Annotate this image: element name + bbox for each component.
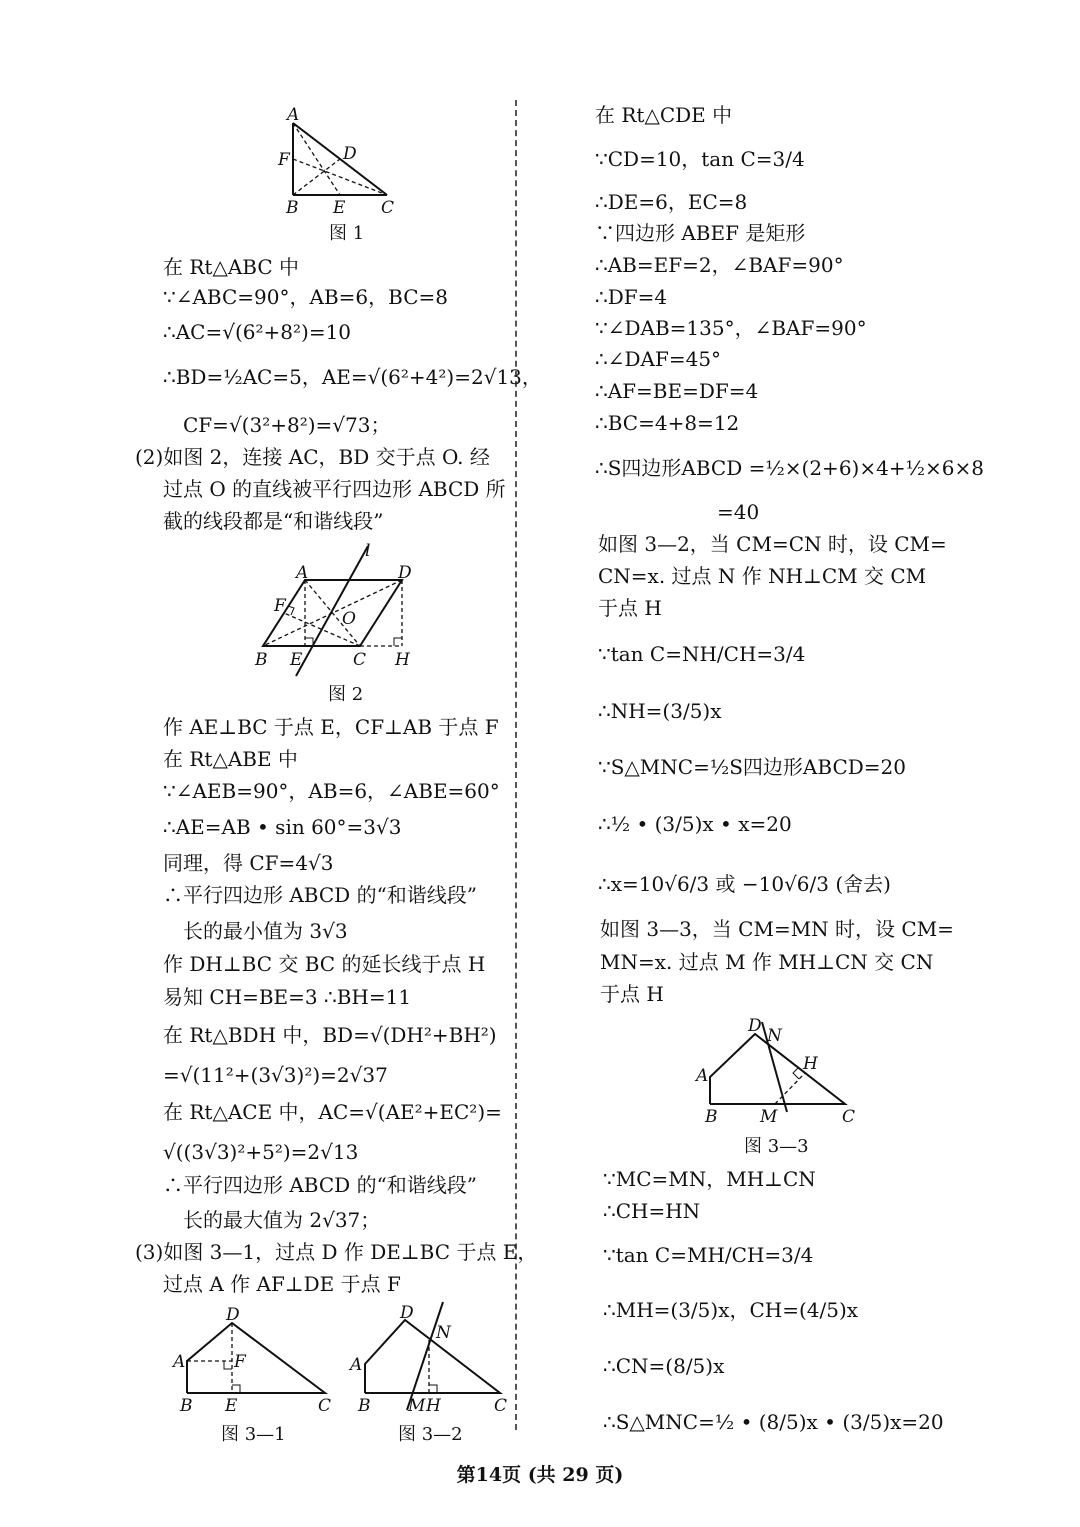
right-line-26: ∵tan C=MH/CH=3/4 <box>603 1243 814 1267</box>
fig31-label-A: A <box>173 1352 186 1372</box>
right-line-11: ∴S四边形ABCD =½×(2+6)×4+½×6×8 <box>595 456 984 480</box>
right-line-19: ∴½ • (3/5)x • x=20 <box>598 812 792 836</box>
left-line-20: 在 Rt△ACE 中，AC=√(AE²+EC²)= <box>163 1100 502 1124</box>
right-line-21: 如图 3—3，当 CM=MN 时，设 CM= <box>600 917 954 941</box>
fig33-label-A: A <box>696 1066 709 1086</box>
figure-2-caption: 图 2 <box>328 684 364 705</box>
fig31-label-B: B <box>180 1396 193 1416</box>
fig32-label-C: C <box>494 1396 508 1416</box>
left-line-22: ∴平行四边形 ABCD 的“和谐线段” <box>163 1173 478 1197</box>
right-line-2: ∵CD=10，tan C=3/4 <box>595 147 805 171</box>
fig2-label-O: O <box>342 609 356 629</box>
left-line-4: ∴BD=½AC=5，AE=√(6²+4²)=2√13， <box>163 365 542 389</box>
fig2-label-D: D <box>398 563 412 583</box>
fig1-label-C: C <box>381 198 395 218</box>
fig31-label-C: C <box>318 1396 332 1416</box>
left-line-19: =√(11²+(3√3)²)=2√37 <box>163 1063 388 1087</box>
figure-3-1-diagram <box>170 1303 345 1418</box>
right-line-18: ∵S△MNC=½S四边形ABCD=20 <box>598 755 906 779</box>
figure-3-3-diagram <box>690 1012 865 1127</box>
left-line-12: ∴AE=AB • sin 60°=3√3 <box>163 815 402 839</box>
fig2-label-E: E <box>290 650 303 670</box>
left-line-21: √((3√3)²+5²)=2√13 <box>163 1140 359 1164</box>
right-line-24: ∵MC=MN，MH⊥CN <box>603 1167 816 1191</box>
left-line-16: 作 DH⊥BC 交 BC 的延长线于点 H <box>163 952 486 976</box>
right-line-29: ∴S△MNC=½ • (8/5)x • (3/5)x=20 <box>603 1410 944 1434</box>
fig32-label-A: A <box>350 1355 363 1375</box>
page-footer: 第14页 (共 29 页) <box>456 1464 624 1486</box>
right-line-12: =40 <box>717 500 760 524</box>
right-line-8: ∴∠DAF=45° <box>595 347 722 371</box>
fig2-label-C: C <box>353 650 367 670</box>
right-line-10: ∴BC=4+8=12 <box>595 411 740 435</box>
left-line-2: ∵∠ABC=90°，AB=6，BC=8 <box>163 285 448 309</box>
left-line-14: ∴平行四边形 ABCD 的“和谐线段” <box>163 883 478 907</box>
fig2-label-B: B <box>255 650 268 670</box>
figure-3-2-caption: 图 3—2 <box>398 1424 463 1445</box>
fig33-label-N: N <box>767 1026 782 1046</box>
left-line-10: 在 Rt△ABE 中 <box>163 747 298 771</box>
fig1-label-B: B <box>286 198 299 218</box>
figure-3-2-diagram <box>350 1298 525 1416</box>
left-line-6: (2)如图 2，连接 AC，BD 交于点 O. 经 <box>135 445 490 469</box>
right-line-1: 在 Rt△CDE 中 <box>595 103 733 127</box>
figure-2-diagram <box>250 538 420 673</box>
right-line-16: ∵tan C=NH/CH=3/4 <box>598 642 806 666</box>
fig2-label-H: H <box>395 650 410 670</box>
right-line-14: CN=x. 过点 N 作 NH⊥CM 交 CM <box>598 564 927 588</box>
fig2-label-l: l <box>365 541 371 561</box>
fig1-label-A: A <box>287 105 300 125</box>
figure-1-diagram <box>270 105 410 220</box>
fig2-label-F: F <box>274 596 286 616</box>
fig32-label-D: D <box>400 1303 414 1323</box>
left-line-15: 长的最小值为 3√3 <box>183 919 348 943</box>
left-line-1: 在 Rt△ABC 中 <box>163 255 300 279</box>
right-line-13: 如图 3—2，当 CM=CN 时，设 CM= <box>598 532 947 556</box>
left-line-7: 过点 O 的直线被平行四边形 ABCD 所 <box>163 477 506 501</box>
fig32-label-B: B <box>358 1396 371 1416</box>
right-line-4: ∵四边形 ABEF 是矩形 <box>595 221 806 245</box>
right-line-7: ∵∠DAB=135°，∠BAF=90° <box>595 316 867 340</box>
right-line-15: 于点 H <box>598 596 662 620</box>
right-line-20: ∴x=10√6/3 或 −10√6/3 (舍去) <box>598 872 891 896</box>
fig33-label-C: C <box>842 1107 856 1127</box>
figure-3-3-caption: 图 3—3 <box>744 1136 809 1157</box>
left-line-8: 截的线段都是“和谐线段” <box>163 509 384 533</box>
figure-1-caption: 图 1 <box>329 223 365 244</box>
fig32-label-N: N <box>436 1323 451 1343</box>
fig1-label-F: F <box>278 150 290 170</box>
left-line-18: 在 Rt△BDH 中，BD=√(DH²+BH²) <box>163 1023 497 1047</box>
fig33-label-D: D <box>748 1016 762 1036</box>
left-line-11: ∵∠AEB=90°，AB=6，∠ABE=60° <box>163 779 500 803</box>
right-line-9: ∴AF=BE=DF=4 <box>595 379 759 403</box>
left-line-9: 作 AE⊥BC 于点 E，CF⊥AB 于点 F <box>163 715 499 739</box>
fig32-label-H: H <box>426 1396 441 1416</box>
right-line-22: MN=x. 过点 M 作 MH⊥CN 交 CN <box>600 950 934 974</box>
left-line-3: ∴AC=√(6²+8²)=10 <box>163 320 352 344</box>
left-line-25: 过点 A 作 AF⊥DE 于点 F <box>163 1272 401 1296</box>
fig33-label-H: H <box>803 1054 818 1074</box>
left-line-5: CF=√(3²+8²)=√73； <box>183 413 391 437</box>
right-line-27: ∴MH=(3/5)x，CH=(4/5)x <box>603 1298 859 1322</box>
right-line-23: 于点 H <box>600 982 664 1006</box>
right-line-6: ∴DF=4 <box>595 285 668 309</box>
figure-3-1-caption: 图 3—1 <box>221 1424 286 1445</box>
column-divider <box>515 100 517 1430</box>
right-line-3: ∴DE=6，EC=8 <box>595 190 748 214</box>
fig32-label-M: M <box>408 1396 426 1416</box>
fig2-label-A: A <box>296 563 309 583</box>
left-line-17: 易知 CH=BE=3 ∴BH=11 <box>163 985 412 1009</box>
left-line-13: 同理，得 CF=4√3 <box>163 851 334 875</box>
fig33-label-M: M <box>760 1107 778 1127</box>
fig31-label-D: D <box>226 1305 240 1325</box>
fig33-label-B: B <box>705 1107 718 1127</box>
fig31-label-F: F <box>234 1352 246 1372</box>
right-line-28: ∴CN=(8/5)x <box>603 1354 725 1378</box>
left-line-24: (3)如图 3—1，过点 D 作 DE⊥BC 于点 E， <box>135 1240 538 1264</box>
right-line-17: ∴NH=(3/5)x <box>598 699 722 723</box>
right-line-5: ∴AB=EF=2，∠BAF=90° <box>595 253 844 277</box>
fig1-label-E: E <box>333 198 346 218</box>
right-line-25: ∴CH=HN <box>603 1199 701 1223</box>
fig31-label-E: E <box>225 1396 238 1416</box>
fig1-label-D: D <box>343 144 357 164</box>
left-line-23: 长的最大值为 2√37； <box>183 1208 381 1232</box>
